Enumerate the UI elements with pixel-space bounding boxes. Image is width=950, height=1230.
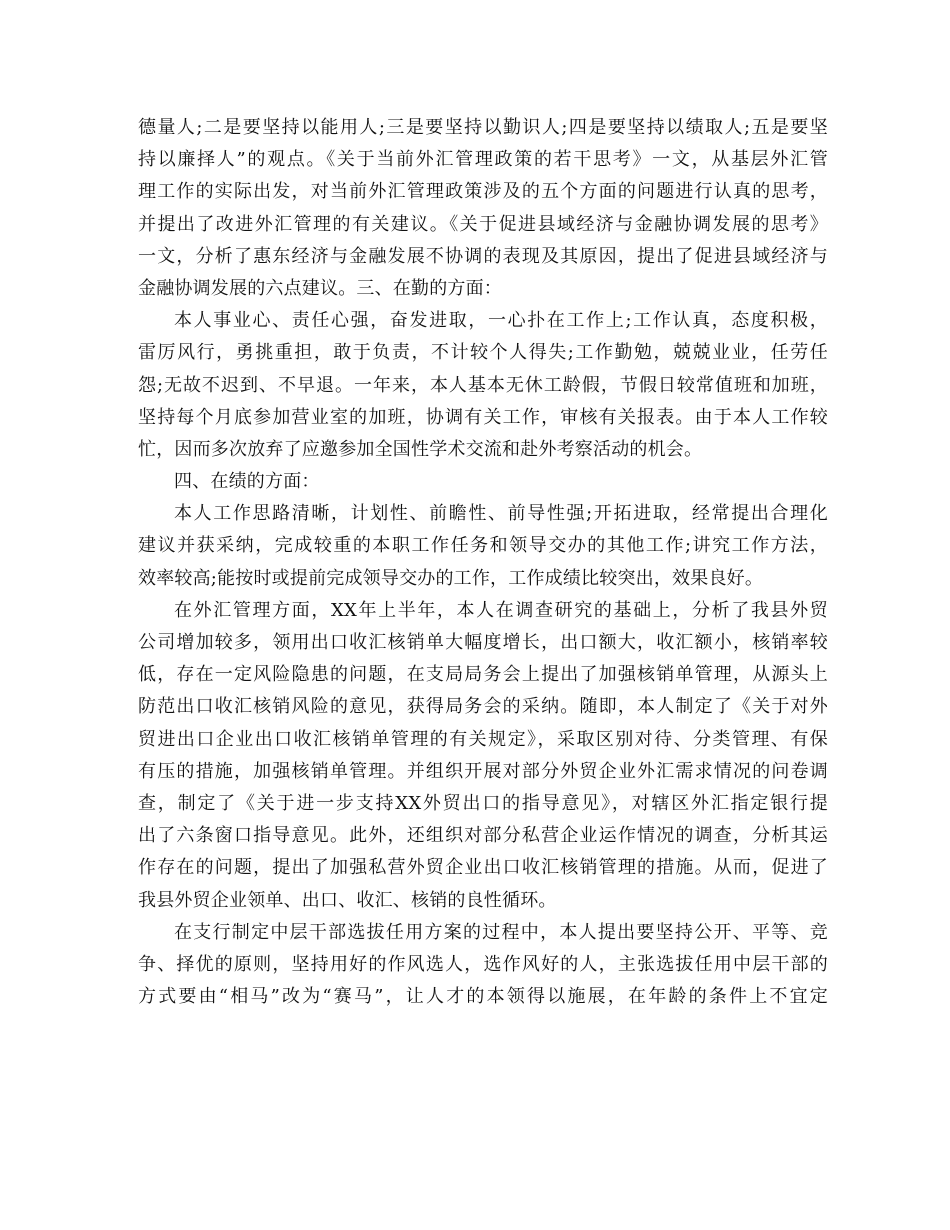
text-line: 雷厉风行，勇挑重担，敢于负责，不计较个人得失;工作勤勉，兢兢业业，任劳任 bbox=[138, 342, 828, 364]
text-line: 建议并获采纳，完成较重的本职工作任务和领导交办的其他工作;讲究工作方法， bbox=[138, 535, 828, 557]
text-line: 有压的措施，加强核销单管理。并组织开展对部分外贸企业外汇需求情况的问卷调 bbox=[138, 760, 828, 782]
text-line: 怨;无故不迟到、不早退。一年来，本人基本无休工龄假，节假日较常值班和加班， bbox=[138, 374, 828, 396]
text-line: 持以廉择人”的观点。《关于当前外汇管理政策的若干思考》一文，从基层外汇管 bbox=[138, 149, 828, 171]
document-body bbox=[138, 112, 828, 1013]
text-line: 防范出口收汇核销风险的意见，获得局务会的采纳。随即，本人制定了《关于对外 bbox=[138, 696, 828, 718]
text-line: 一文，分析了惠东经济与金融发展不协调的表现及其原因，提出了促进县域经济与 bbox=[138, 245, 828, 267]
text-line: 作存在的问题，提出了加强私营外贸企业出口收汇核销管理的措施。从而，促进了 bbox=[138, 857, 828, 879]
paragraph-first-line: 四、在绩的方面： bbox=[174, 471, 320, 493]
text-line: 公司增加较多，领用出口收汇核销单大幅度增长，出口额大，收汇额小，核销率较 bbox=[138, 632, 828, 653]
text-line: 我县外贸企业领单、出口、收汇、核销的良性循环。 bbox=[138, 889, 557, 911]
text-line: 忙，因而多次放弃了应邀参加全国性学术交流和赴外考察活动的机会。 bbox=[138, 438, 703, 460]
text-line: 低，存在一定风险隐患的问题，在支局局务会上提出了加强核销单管理，从源头上 bbox=[138, 664, 828, 686]
paragraph-first-line: 本人工作思路清晰，计划性、前瞻性、前导性强;开拓进取，经常提出合理化 bbox=[174, 503, 828, 525]
text-line: 效率较高;能按时或提前完成领导交办的工作，工作成绩比较突出，效果良好。 bbox=[138, 567, 764, 589]
paragraph-first-line: 在支行制定中层干部选拔任用方案的过程中，本人提出要坚持公开、平等、竞 bbox=[174, 921, 828, 943]
text-line: 德量人;二是要坚持以能用人;三是要坚持以勤识人;四是要坚持以绩取人;五是要坚 bbox=[138, 117, 828, 138]
text-line: 坚持每个月底参加营业室的加班，协调有关工作，审核有关报表。由于本人工作较 bbox=[138, 406, 828, 428]
paragraph-first-line: 本人事业心、责任心强，奋发进取，一心扑在工作上;工作认真，态度积极， bbox=[174, 310, 828, 332]
text-line: 理工作的实际出发，对当前外汇管理政策涉及的五个方面的问题进行认真的思考， bbox=[138, 181, 828, 203]
paragraph-first-line: 在外汇管理方面，XX年上半年，本人在调查研究的基础上，分析了我县外贸 bbox=[174, 599, 828, 621]
text-line: 并提出了改进外汇管理的有关建议。《关于促进县域经济与金融协调发展的思考》 bbox=[138, 213, 828, 235]
text-line: 金融协调发展的六点建议。三、在勤的方面： bbox=[138, 277, 502, 299]
text-line: 方式要由“相马”改为“赛马”，让人才的本领得以施展，在年龄的条件上不宜定 bbox=[138, 986, 828, 1008]
text-line: 查，制定了《关于进一步支持XX外贸出口的指导意见》，对辖区外汇指定银行提 bbox=[138, 792, 828, 814]
text-line: 出了六条窗口指导意见。此外，还组织对部分私营企业运作情况的调查，分析其运 bbox=[138, 825, 828, 847]
text-line: 争、择优的原则，坚持用好的作风选人，选作风好的人，主张选拔任用中层干部的 bbox=[138, 953, 828, 975]
text-line: 贸进出口企业出口收汇核销单管理的有关规定》，采取区别对待、分类管理、有保 bbox=[138, 728, 828, 750]
